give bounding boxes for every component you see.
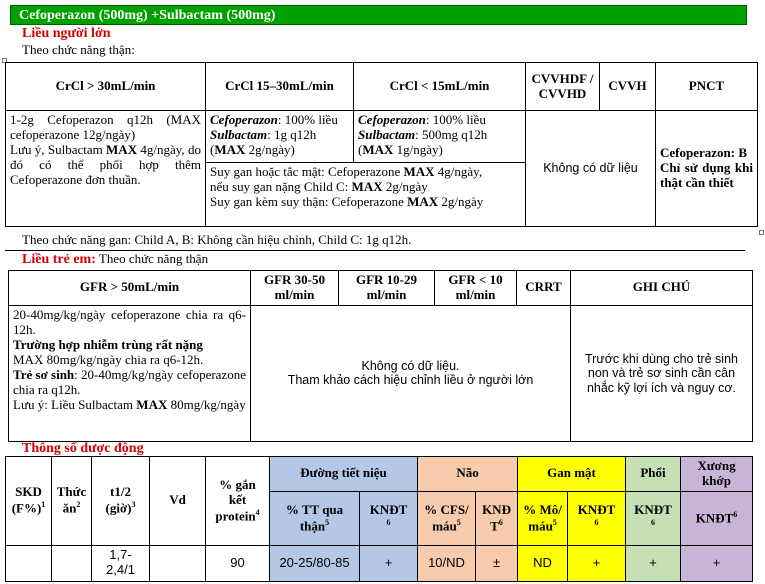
adult-liver-note: Theo chức năng gan: Child A, B: Không cần hiệu chỉnh, Child C: 1g q12h. — [22, 232, 412, 247]
pediatric-dosing-table — [8, 270, 753, 442]
adult-dialysis-no-data: Không có dữ liệu — [526, 111, 656, 227]
pk-value-skd — [6, 545, 52, 581]
adult-dosing-table — [5, 62, 758, 227]
adult-header-crcl-15-30: CrCl 15–30mL/min — [206, 63, 354, 111]
pk-value-kndt-bone: + — [681, 545, 753, 581]
pediatric-heading-line: Liều trẻ em: Theo chức năng thận — [22, 251, 209, 267]
pk-header-kndt-urinary: KNĐT $^6$ — [360, 491, 418, 545]
pk-header-kndt-bone: KNĐT$^6$ — [681, 491, 753, 545]
adult-dose-heading: Liều người lớn — [22, 26, 111, 41]
pk-header-protein: % gắn kết protein$^4$ — [206, 457, 270, 546]
pk-header-food: Thức $ăn^2$ — [52, 457, 92, 546]
table-resize-handle[interactable] — [759, 230, 764, 235]
drug-title: Cefoperazon (500mg) +Sulbactam (500mg) — [19, 8, 276, 23]
adult-dose-crcl-gt30 — [6, 111, 206, 227]
adult-dose-crcl-15-30: Cefoperazon: 100% liều Sulbactam: 1g q12h (MAX 2g/ngày) — [206, 111, 354, 163]
pk-header-half-life: t1/2 (giờ)$^3$ — [92, 457, 150, 546]
pk-header-mo: % Mô/ máu$^5$ — [518, 491, 568, 545]
adult-sulbactam-note: Lưu ý, Sulbactam MAX 4g/ngày, do đó có thể phối hợp thêm Cefoperazone đơn thuần. — [10, 141, 201, 187]
pk-header-vd: Vd — [150, 457, 206, 546]
pk-header-skd: SKD $(F\%)^1$ — [6, 457, 52, 546]
peds-no-data: Không có dữ liệu. Tham khảo cách hiệu chỉnh liều ở người lớn — [251, 305, 571, 441]
pk-header-liver: Gan mật — [518, 457, 626, 492]
pk-heading: Thông số dược động — [22, 441, 144, 456]
adult-header-crcl-gt30: CrCl > 30mL/min — [6, 63, 206, 111]
adult-dose-crcl-lt15: Cefoperazon: 100% liều Sulbactam: 500mg q12h (MAX 1g/ngày) — [354, 111, 526, 163]
pk-value-tt: 20-25/80-85 — [270, 545, 360, 581]
adult-pnct-note: Cefoperazon: B Chỉ sử dụng khi thật cần thiết — [656, 111, 758, 227]
pk-header-lung: Phổi — [626, 457, 681, 492]
pk-value-half-life: 1,7-2,4/1 — [92, 545, 150, 581]
pk-value-vd — [150, 545, 206, 581]
pk-table — [5, 456, 753, 582]
adult-dose-line: 1-2g Cefoperazon q12h (MAX cefoperazone 12g/ngày) — [10, 112, 201, 142]
pk-header-urinary: Đường tiết niệu — [270, 457, 418, 492]
pk-value-kndt-liver: + — [568, 545, 626, 581]
adult-renal-subheading: Theo chức năng thận: — [22, 42, 135, 57]
adult-hepatic-note: Suy gan hoặc tắc mật: Cefoperazone MAX 4g/ngày, nếu suy gan nặng Child C: MAX 2g/ngày Suy gan kèm suy thận: Cefoperazone MAX 2g/ngày — [206, 163, 526, 227]
pk-value-kndt-lung: + — [626, 545, 681, 581]
pk-header-kndt-lung: KNĐT $^6$ — [626, 491, 681, 545]
peds-header-gfr-10-29: GFR 10-29 ml/min — [339, 271, 435, 306]
adult-header-crcl-lt15: CrCl < 15mL/min — [354, 63, 526, 111]
peds-header-note: GHI CHÚ — [571, 271, 753, 306]
peds-dose-gfr-gt50: 20-40mg/kg/ngày cefoperazone chia ra q6-12h. Trường hợp nhiễm trùng rất nặng MAX 80mg/kg/ngày chia ra q6-12h. Trẻ sơ sinh: 20-40mg/kg/ngày cefoperazone chia ra q12h. Lưu ý: Liều Sulbactam MAX 80mg/kg/ngày — [9, 305, 251, 441]
adult-header-cvvhdf: CVVHDF / CVVHD — [526, 63, 600, 111]
peds-header-gfr-lt10: GFR < 10 ml/min — [435, 271, 517, 306]
pk-value-protein: 90 — [206, 545, 270, 581]
pk-value-mo: ND — [518, 545, 568, 581]
drug-title-bar — [10, 5, 747, 25]
pk-header-bone: Xương khớp — [681, 457, 753, 492]
pk-value-kndt-brain: ± — [476, 545, 518, 581]
pk-header-kndt-brain: KNĐ $T^6$ — [476, 491, 518, 545]
peds-header-gfr-gt50: GFR > 50mL/min — [9, 271, 251, 306]
peds-note: Trước khi dùng cho trẻ sinh non và trẻ sơ sinh cần cân nhắc kỹ lợi ích và nguy cơ. — [571, 305, 753, 441]
pk-header-kndt-liver: KNĐT $^6$ — [568, 491, 626, 545]
pk-value-food — [52, 545, 92, 581]
adult-header-cvvh: CVVH — [600, 63, 656, 111]
peds-header-gfr-30-50: GFR 30-50 ml/min — [251, 271, 339, 306]
pk-header-brain: Não — [418, 457, 518, 492]
adult-header-pnct: PNCT — [656, 63, 758, 111]
peds-header-crrt: CRRT — [517, 271, 571, 306]
pk-value-kndt-urinary: + — [360, 545, 418, 581]
pk-value-cfs: 10/ND — [418, 545, 476, 581]
pk-header-cfs: % CFS/ máu$^5$ — [418, 491, 476, 545]
pk-header-tt: % TT qua thận$^5$ — [270, 491, 360, 545]
